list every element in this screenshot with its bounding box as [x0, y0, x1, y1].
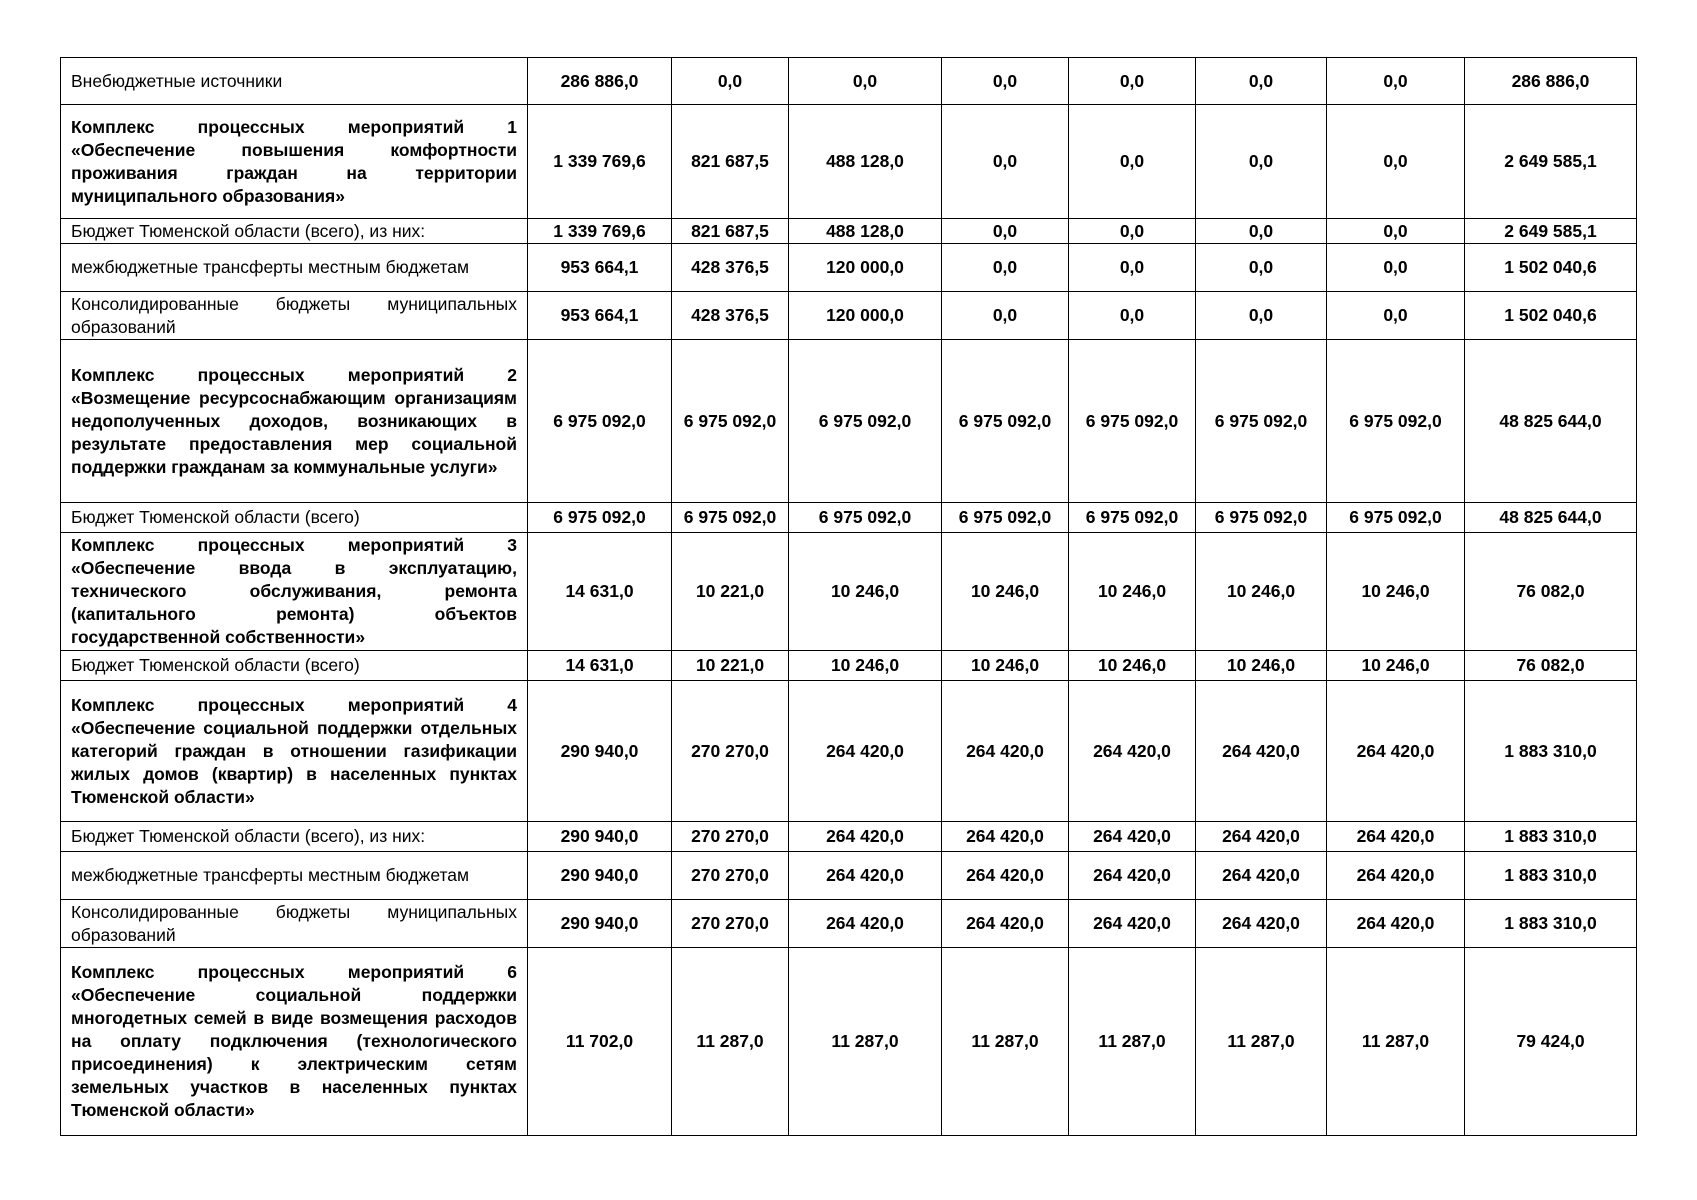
value-cell-year-5: 0,0: [1069, 219, 1196, 244]
value-cell-year-7: 10 246,0: [1327, 533, 1465, 651]
value-cell-year-1: 953 664,1: [528, 292, 672, 340]
value-cell-year-2: 270 270,0: [672, 852, 789, 900]
value-cell-year-5: 0,0: [1069, 105, 1196, 219]
program-name-cell: Комплекс процессных мероприятий 3 «Обеспечение ввода в эксплуатацию, технического обслуживания, ремонта (капитального ремонта) объектов государственной собственности»: [61, 533, 528, 651]
value-cell-year-7: 0,0: [1327, 244, 1465, 292]
funding-source-cell: межбюджетные трансферты местным бюджетам: [61, 852, 528, 900]
value-cell-year-4: 0,0: [942, 105, 1069, 219]
value-cell-total: 1 883 310,0: [1465, 822, 1637, 852]
value-cell-year-1: 6 975 092,0: [528, 503, 672, 533]
value-cell-year-2: 10 221,0: [672, 651, 789, 681]
budget-document: [60, 57, 1636, 1136]
value-cell-year-3: 264 420,0: [789, 900, 942, 948]
value-cell-total: 79 424,0: [1465, 948, 1637, 1136]
value-cell-total: 48 825 644,0: [1465, 340, 1637, 503]
value-cell-year-4: 6 975 092,0: [942, 340, 1069, 503]
value-cell-total: 2 649 585,1: [1465, 105, 1637, 219]
value-cell-year-6: 11 287,0: [1196, 948, 1327, 1136]
value-cell-year-2: 821 687,5: [672, 105, 789, 219]
value-cell-year-2: 270 270,0: [672, 900, 789, 948]
table-row: [61, 105, 1637, 219]
value-cell-year-5: 11 287,0: [1069, 948, 1196, 1136]
value-cell-year-3: 488 128,0: [789, 105, 942, 219]
table-row: [61, 340, 1637, 503]
value-cell-year-5: 0,0: [1069, 292, 1196, 340]
funding-source-cell: Бюджет Тюменской области (всего), из них:: [61, 219, 528, 244]
value-cell-year-6: 6 975 092,0: [1196, 340, 1327, 503]
table-row: [61, 948, 1637, 1136]
program-name-cell: Комплекс процессных мероприятий 4 «Обеспечение социальной поддержки отдельных категорий граждан в отношении газификации жилых домов (квартир) в населенных пунктах Тюменской области»: [61, 681, 528, 822]
table-body: [61, 58, 1637, 1136]
funding-source-cell: Внебюджетные источники: [61, 58, 528, 105]
value-cell-year-4: 0,0: [942, 219, 1069, 244]
funding-source-cell: Бюджет Тюменской области (всего): [61, 503, 528, 533]
value-cell-year-3: 264 420,0: [789, 822, 942, 852]
value-cell-year-6: 0,0: [1196, 105, 1327, 219]
value-cell-year-5: 264 420,0: [1069, 681, 1196, 822]
value-cell-year-3: 0,0: [789, 58, 942, 105]
value-cell-year-4: 264 420,0: [942, 822, 1069, 852]
value-cell-year-6: 10 246,0: [1196, 651, 1327, 681]
table-row: [61, 292, 1637, 340]
value-cell-year-7: 10 246,0: [1327, 651, 1465, 681]
value-cell-year-7: 6 975 092,0: [1327, 503, 1465, 533]
value-cell-year-2: 6 975 092,0: [672, 503, 789, 533]
value-cell-year-2: 821 687,5: [672, 219, 789, 244]
value-cell-total: 1 883 310,0: [1465, 900, 1637, 948]
value-cell-year-2: 11 287,0: [672, 948, 789, 1136]
funding-source-cell: Консолидированные бюджеты муниципальных образований: [61, 292, 528, 340]
value-cell-year-6: 0,0: [1196, 244, 1327, 292]
value-cell-year-7: 264 420,0: [1327, 900, 1465, 948]
value-cell-year-2: 428 376,5: [672, 244, 789, 292]
value-cell-total: 286 886,0: [1465, 58, 1637, 105]
value-cell-year-4: 6 975 092,0: [942, 503, 1069, 533]
value-cell-year-7: 264 420,0: [1327, 852, 1465, 900]
value-cell-year-4: 264 420,0: [942, 900, 1069, 948]
value-cell-total: 48 825 644,0: [1465, 503, 1637, 533]
value-cell-year-1: 14 631,0: [528, 533, 672, 651]
funding-source-cell: Бюджет Тюменской области (всего), из них:: [61, 822, 528, 852]
value-cell-year-7: 6 975 092,0: [1327, 340, 1465, 503]
value-cell-year-7: 0,0: [1327, 58, 1465, 105]
value-cell-year-6: 264 420,0: [1196, 900, 1327, 948]
funding-source-cell: Консолидированные бюджеты муниципальных образований: [61, 900, 528, 948]
value-cell-year-3: 6 975 092,0: [789, 503, 942, 533]
value-cell-year-1: 1 339 769,6: [528, 105, 672, 219]
value-cell-year-6: 6 975 092,0: [1196, 503, 1327, 533]
value-cell-year-4: 0,0: [942, 58, 1069, 105]
value-cell-year-1: 6 975 092,0: [528, 340, 672, 503]
value-cell-year-4: 10 246,0: [942, 533, 1069, 651]
value-cell-year-7: 0,0: [1327, 292, 1465, 340]
value-cell-year-1: 953 664,1: [528, 244, 672, 292]
value-cell-year-2: 10 221,0: [672, 533, 789, 651]
table-row: [61, 244, 1637, 292]
value-cell-year-1: 290 940,0: [528, 852, 672, 900]
value-cell-year-7: 0,0: [1327, 219, 1465, 244]
program-name-cell: Комплекс процессных мероприятий 6 «Обеспечение социальной поддержки многодетных семей в виде возмещения расходов на оплату подключения (технологического присоединения) к электрическим сетям земельных участков в населенных пунктах Тюменской области»: [61, 948, 528, 1136]
value-cell-year-6: 0,0: [1196, 58, 1327, 105]
value-cell-year-5: 264 420,0: [1069, 852, 1196, 900]
value-cell-year-4: 0,0: [942, 292, 1069, 340]
table-row: [61, 533, 1637, 651]
value-cell-year-3: 6 975 092,0: [789, 340, 942, 503]
table-row: [61, 681, 1637, 822]
value-cell-year-2: 0,0: [672, 58, 789, 105]
program-name-cell: Комплекс процессных мероприятий 1 «Обеспечение повышения комфортности проживания граждан на территории муниципального образования»: [61, 105, 528, 219]
value-cell-year-1: 1 339 769,6: [528, 219, 672, 244]
value-cell-total: 1 883 310,0: [1465, 852, 1637, 900]
value-cell-year-2: 6 975 092,0: [672, 340, 789, 503]
value-cell-total: 2 649 585,1: [1465, 219, 1637, 244]
value-cell-year-3: 120 000,0: [789, 292, 942, 340]
value-cell-year-5: 10 246,0: [1069, 533, 1196, 651]
value-cell-year-3: 120 000,0: [789, 244, 942, 292]
value-cell-year-6: 10 246,0: [1196, 533, 1327, 651]
value-cell-year-7: 11 287,0: [1327, 948, 1465, 1136]
value-cell-year-4: 11 287,0: [942, 948, 1069, 1136]
value-cell-year-3: 10 246,0: [789, 651, 942, 681]
table-row: [61, 503, 1637, 533]
value-cell-year-3: 488 128,0: [789, 219, 942, 244]
value-cell-year-1: 290 940,0: [528, 681, 672, 822]
value-cell-year-4: 10 246,0: [942, 651, 1069, 681]
value-cell-year-5: 6 975 092,0: [1069, 340, 1196, 503]
value-cell-year-3: 264 420,0: [789, 852, 942, 900]
value-cell-year-3: 264 420,0: [789, 681, 942, 822]
value-cell-year-6: 264 420,0: [1196, 852, 1327, 900]
value-cell-year-6: 264 420,0: [1196, 822, 1327, 852]
value-cell-year-1: 14 631,0: [528, 651, 672, 681]
table-row: [61, 651, 1637, 681]
table-row: [61, 852, 1637, 900]
value-cell-total: 1 502 040,6: [1465, 244, 1637, 292]
value-cell-total: 76 082,0: [1465, 651, 1637, 681]
table-row: [61, 58, 1637, 105]
value-cell-year-5: 264 420,0: [1069, 822, 1196, 852]
funding-source-cell: межбюджетные трансферты местным бюджетам: [61, 244, 528, 292]
value-cell-year-5: 0,0: [1069, 58, 1196, 105]
value-cell-year-4: 264 420,0: [942, 852, 1069, 900]
value-cell-year-2: 428 376,5: [672, 292, 789, 340]
value-cell-total: 1 883 310,0: [1465, 681, 1637, 822]
value-cell-year-2: 270 270,0: [672, 822, 789, 852]
value-cell-total: 76 082,0: [1465, 533, 1637, 651]
value-cell-year-7: 264 420,0: [1327, 681, 1465, 822]
value-cell-year-3: 10 246,0: [789, 533, 942, 651]
table-row: [61, 822, 1637, 852]
value-cell-year-1: 290 940,0: [528, 822, 672, 852]
value-cell-year-2: 270 270,0: [672, 681, 789, 822]
value-cell-year-4: 264 420,0: [942, 681, 1069, 822]
budget-table: [60, 57, 1637, 1136]
value-cell-year-3: 11 287,0: [789, 948, 942, 1136]
value-cell-year-4: 0,0: [942, 244, 1069, 292]
value-cell-total: 1 502 040,6: [1465, 292, 1637, 340]
table-row: [61, 900, 1637, 948]
value-cell-year-5: 0,0: [1069, 244, 1196, 292]
value-cell-year-5: 264 420,0: [1069, 900, 1196, 948]
funding-source-cell: Бюджет Тюменской области (всего): [61, 651, 528, 681]
value-cell-year-5: 10 246,0: [1069, 651, 1196, 681]
program-name-cell: Комплекс процессных мероприятий 2 «Возмещение ресурсоснабжающим организациям недополученных доходов, возникающих в результате предоставления мер социальной поддержки гражданам за коммунальные услуги»: [61, 340, 528, 503]
value-cell-year-5: 6 975 092,0: [1069, 503, 1196, 533]
value-cell-year-7: 0,0: [1327, 105, 1465, 219]
value-cell-year-6: 264 420,0: [1196, 681, 1327, 822]
value-cell-year-1: 11 702,0: [528, 948, 672, 1136]
value-cell-year-6: 0,0: [1196, 219, 1327, 244]
table-row: [61, 219, 1637, 244]
value-cell-year-7: 264 420,0: [1327, 822, 1465, 852]
value-cell-year-6: 0,0: [1196, 292, 1327, 340]
value-cell-year-1: 290 940,0: [528, 900, 672, 948]
value-cell-year-1: 286 886,0: [528, 58, 672, 105]
